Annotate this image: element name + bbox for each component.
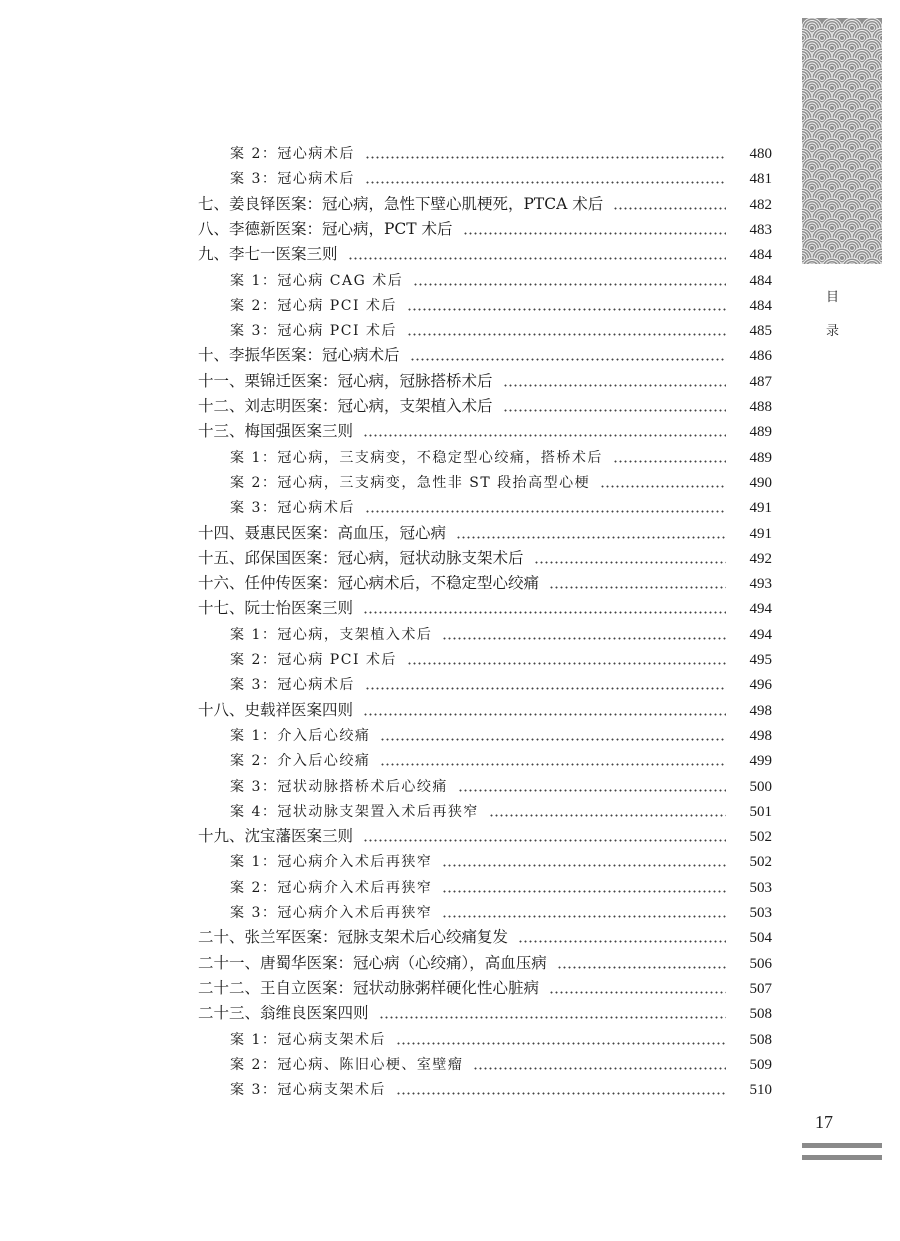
toc-entry-title: 十四、聂惠民医案：高血压，冠心病 xyxy=(198,523,447,542)
toc-entry-title: 九、李七一医案三则 xyxy=(198,245,338,264)
toc-entry-title: 十二、刘志明医案：冠心病，支架植入术后 xyxy=(198,397,493,415)
toc-dot-leader xyxy=(380,751,726,767)
toc-entry-title: 案 1：冠心病支架术后 xyxy=(230,1031,386,1048)
toc-case-entry[interactable] xyxy=(0,875,900,897)
toc-dot-leader xyxy=(407,650,726,666)
toc-dot-leader xyxy=(458,777,726,793)
toc-entry-title: 八、李德新医案：冠心病，PCT 术后 xyxy=(198,219,453,238)
toc-dot-leader xyxy=(396,1080,726,1096)
toc-entry-page: 489 xyxy=(749,449,772,466)
toc-dot-leader xyxy=(363,827,726,843)
toc-entry-page: 492 xyxy=(749,550,772,567)
toc-entry-page: 494 xyxy=(749,601,772,618)
toc-entry-page: 499 xyxy=(749,753,772,770)
toc-entry-page: 507 xyxy=(749,980,772,997)
toc-entry-page: 491 xyxy=(749,525,772,542)
toc-entry-title: 案 1：冠心病 CAG 术后 xyxy=(230,272,404,289)
toc-dot-leader xyxy=(380,726,726,742)
toc-case-entry[interactable] xyxy=(0,849,900,871)
toc-entry-title: 案 2：冠心病 PCI 术后 xyxy=(230,297,397,314)
toc-dot-leader xyxy=(365,144,726,160)
toc-chapter-entry[interactable] xyxy=(0,521,900,543)
toc-dot-leader xyxy=(365,498,726,514)
toc-entry-title: 十八、史载祥医案四则 xyxy=(198,700,354,719)
toc-dot-leader xyxy=(549,574,726,590)
toc-entry-page: 498 xyxy=(749,727,772,744)
toc-case-entry[interactable] xyxy=(0,647,900,669)
toc-dot-leader xyxy=(442,903,726,919)
toc-entry-page: 493 xyxy=(749,576,772,593)
toc-entry-title: 十六、任仲传医案：冠心病术后，不稳定型心绞痛 xyxy=(198,574,540,593)
toc-entry-page: 483 xyxy=(749,221,772,238)
toc-entry-title: 案 2：冠心病，三支病变，急性非 ST 段抬高型心梗 xyxy=(230,474,591,491)
toc-entry-page: 503 xyxy=(749,879,772,896)
toc-case-entry[interactable] xyxy=(0,774,900,796)
toc-case-entry[interactable] xyxy=(0,723,900,745)
toc-entry-title: 案 3：冠心病 PCI 术后 xyxy=(230,323,397,340)
toc-entry-title: 二十、张兰军医案：冠脉支架术后心绞痛复发 xyxy=(198,928,509,947)
toc-entry-title: 案 2：冠心病 PCI 术后 xyxy=(230,652,397,668)
toc-entry-title: 案 3：冠心病介入术后再狭窄 xyxy=(230,905,433,921)
toc-entry-page: 484 xyxy=(749,247,772,264)
toc-dot-leader xyxy=(363,701,726,717)
toc-entry-title: 案 2：冠心病、陈旧心梗、室壁瘤 xyxy=(230,1056,464,1073)
toc-entry-page: 486 xyxy=(749,348,772,365)
toc-chapter-entry[interactable] xyxy=(0,596,900,618)
toc-entry-page: 491 xyxy=(749,500,772,517)
toc-entry-page: 501 xyxy=(749,803,772,820)
footer-bar-bottom xyxy=(802,1155,882,1160)
toc-chapter-entry[interactable] xyxy=(0,419,900,441)
toc-entry-title: 案 3：冠状动脉搭桥术后心绞痛 xyxy=(230,778,448,795)
toc-chapter-entry[interactable] xyxy=(0,217,900,239)
toc-chapter-entry[interactable] xyxy=(0,546,900,568)
toc-dot-leader xyxy=(407,296,726,312)
toc-entry-page: 498 xyxy=(749,702,772,719)
side-label-mu: 目 xyxy=(826,290,840,305)
toc-dot-leader xyxy=(456,524,726,540)
toc-entry-page: 480 xyxy=(749,146,772,162)
toc-entry-page: 508 xyxy=(749,1031,772,1048)
toc-entry-title: 十五、邱保国医案：冠心病，冠状动脉支架术后 xyxy=(198,548,524,567)
toc-dot-leader xyxy=(410,346,726,362)
toc-entry-page: 502 xyxy=(749,829,772,846)
toc-chapter-entry[interactable] xyxy=(0,192,900,214)
toc-chapter-entry[interactable] xyxy=(0,1001,900,1023)
toc-dot-leader xyxy=(600,473,726,489)
toc-entry-title: 案 3：冠心病术后 xyxy=(230,677,355,694)
toc-dot-leader xyxy=(503,372,726,388)
toc-dot-leader xyxy=(365,675,726,691)
toc-case-entry[interactable] xyxy=(0,1052,900,1074)
toc-case-entry[interactable] xyxy=(0,1077,900,1099)
toc-case-entry[interactable] xyxy=(0,799,900,821)
toc-dot-leader xyxy=(613,448,726,464)
toc-chapter-entry[interactable] xyxy=(0,369,900,391)
toc-entry-page: 489 xyxy=(749,424,772,441)
toc-case-entry[interactable] xyxy=(0,141,900,163)
toc-entry-page: 481 xyxy=(749,171,772,188)
toc-dot-leader xyxy=(463,220,726,236)
toc-entry-title: 案 1：冠心病，三支病变，不稳定型心绞痛，搭桥术后 xyxy=(230,449,603,466)
toc-entry-page: 484 xyxy=(749,272,772,289)
toc-entry-page: 494 xyxy=(749,626,772,643)
toc-entry-title: 案 2：介入后心绞痛 xyxy=(230,753,371,770)
toc-entry-page: 482 xyxy=(749,196,772,213)
toc-case-entry[interactable] xyxy=(0,748,900,770)
toc-case-entry[interactable] xyxy=(0,470,900,492)
toc-chapter-entry[interactable] xyxy=(0,976,900,998)
side-label-lu: 录 xyxy=(826,324,840,339)
toc-case-entry[interactable] xyxy=(0,900,900,922)
toc-entry-page: 490 xyxy=(749,474,772,491)
toc-dot-leader xyxy=(407,321,726,337)
toc-entry-page: 508 xyxy=(749,1006,772,1023)
toc-dot-leader xyxy=(348,245,726,261)
toc-entry-page: 484 xyxy=(749,297,772,314)
toc-entry-page: 485 xyxy=(749,323,772,340)
toc-chapter-entry[interactable] xyxy=(0,242,900,264)
toc-entry-title: 案 2：冠心病术后 xyxy=(230,146,355,162)
toc-entry-page: 487 xyxy=(749,373,772,390)
toc-entry-title: 案 1：冠心病，支架植入术后 xyxy=(230,626,433,643)
toc-case-entry[interactable] xyxy=(0,293,900,315)
toc-case-entry[interactable] xyxy=(0,1027,900,1049)
toc-chapter-entry[interactable] xyxy=(0,571,900,593)
toc-chapter-entry[interactable] xyxy=(0,343,900,365)
toc-entry-page: 504 xyxy=(749,930,772,947)
toc-chapter-entry[interactable] xyxy=(0,925,900,947)
toc-entry-title: 案 1：介入后心绞痛 xyxy=(230,727,371,744)
toc-entry-title: 二十二、王自立医案：冠状动脉粥样硬化性心脏病 xyxy=(198,978,540,997)
toc-dot-leader xyxy=(442,878,726,894)
toc-entry-page: 495 xyxy=(749,652,772,668)
toc-entry-title: 二十一、唐蜀华医案：冠心病（心绞痛），高血压病 xyxy=(198,953,547,972)
toc-entry-title: 十七、阮士怡医案三则 xyxy=(198,599,354,618)
toc-dot-leader xyxy=(549,979,726,995)
toc-case-entry[interactable] xyxy=(0,318,900,340)
toc-dot-leader xyxy=(489,802,726,818)
toc-dot-leader xyxy=(363,422,726,438)
toc-dot-leader xyxy=(442,625,726,641)
toc-case-entry[interactable] xyxy=(0,268,900,290)
toc-entry-title: 案 3：冠心病支架术后 xyxy=(230,1082,386,1099)
footer-bar-top xyxy=(802,1143,882,1148)
toc-dot-leader xyxy=(413,271,726,287)
page-number: 17 xyxy=(815,1112,833,1132)
toc-entry-page: 502 xyxy=(749,854,772,871)
toc-dot-leader xyxy=(473,1055,726,1071)
toc-entry-title: 二十三、翁维良医案四则 xyxy=(198,1004,369,1023)
toc-entry-title: 案 2：冠心病介入术后再狭窄 xyxy=(230,879,433,896)
toc-entry-page: 510 xyxy=(749,1082,772,1099)
toc-dot-leader xyxy=(442,852,726,868)
toc-entry-title: 案 3：冠心病术后 xyxy=(230,500,355,517)
toc-case-entry[interactable] xyxy=(0,672,900,694)
toc-dot-leader xyxy=(613,195,726,211)
toc-dot-leader xyxy=(379,1004,726,1020)
toc-entry-title: 七、姜良铎医案：冠心病，急性下壁心肌梗死，PTCA 术后 xyxy=(198,194,604,213)
toc-dot-leader xyxy=(365,169,726,185)
toc-entry-page: 506 xyxy=(749,955,772,972)
toc-chapter-entry[interactable] xyxy=(0,698,900,720)
toc-entry-page: 503 xyxy=(749,905,772,921)
toc-chapter-entry[interactable] xyxy=(0,394,900,416)
toc-dot-leader xyxy=(557,954,726,970)
toc-dot-leader xyxy=(518,928,726,944)
toc-entry-page: 500 xyxy=(749,778,772,795)
toc-entry-title: 案 1：冠心病介入术后再狭窄 xyxy=(230,854,433,871)
toc-case-entry[interactable] xyxy=(0,622,900,644)
toc-case-entry[interactable] xyxy=(0,495,900,517)
toc-entry-title: 十三、梅国强医案三则 xyxy=(198,422,354,441)
toc-entry-title: 十一、栗锦迁医案：冠心病，冠脉搭桥术后 xyxy=(198,371,493,390)
toc-entry-title: 案 3：冠心病术后 xyxy=(230,171,355,188)
toc-dot-leader xyxy=(396,1030,726,1046)
toc-dot-leader xyxy=(363,599,726,615)
toc-case-entry[interactable] xyxy=(0,445,900,467)
toc-entry-title: 十、李振华医案：冠心病术后 xyxy=(198,346,400,365)
toc-entry-page: 488 xyxy=(749,399,772,415)
toc-entry-title: 案 4：冠状动脉支架置入术后再狭窄 xyxy=(230,803,479,820)
toc-entry-page: 496 xyxy=(749,677,772,694)
toc-entry-page: 509 xyxy=(749,1056,772,1073)
toc-chapter-entry[interactable] xyxy=(0,824,900,846)
toc-dot-leader xyxy=(534,549,726,565)
toc-chapter-entry[interactable] xyxy=(0,951,900,973)
toc-entry-title: 十九、沈宝藩医案三则 xyxy=(198,827,354,846)
toc-dot-leader xyxy=(503,397,726,413)
toc-case-entry[interactable] xyxy=(0,166,900,188)
